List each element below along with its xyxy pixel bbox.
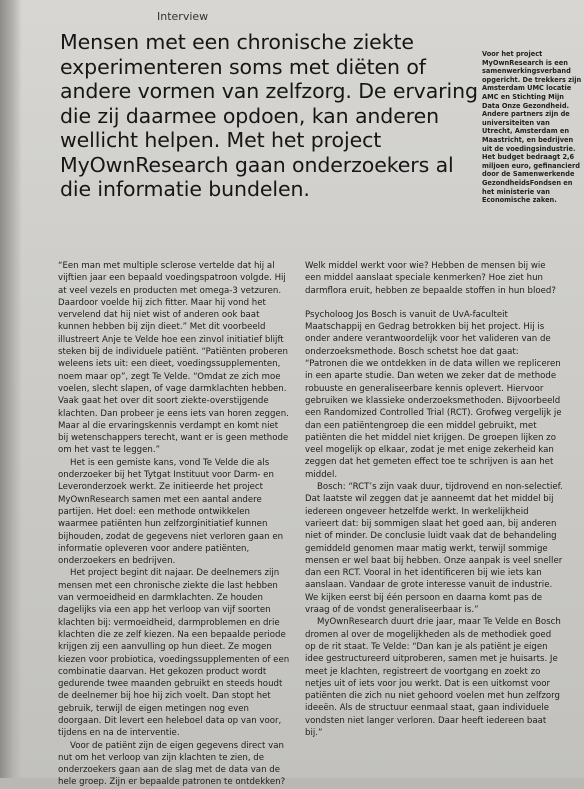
paragraph: Welk middel werkt voor wie? Hebben de mensen bij wie een middel aanslaat speciale kenmerken? Hoe ziet hun darmflora eruit, hebben ze bepaalde stoffen in hun bloed? [305, 261, 556, 296]
paragraph: Het project begint dit najaar. De deelnemers zijn mensen met een chronische ziekte die last hebben van vermoeidheid en darmklachten. Ze houden dagelijks via een app het verloop van vijf soorten klachten bij: vermoeidheid, darmproblemen en drie klachten die ze zelf kiezen. Na een bepaalde periode krijgen zij een aanvulling op hun dieet. Ze mogen kiezen voor probiotica, voedingssupplementen of een combinatie daarvan. Het gekozen product wordt gedurende twee maanden gebruikt en steeds houdt de deelnemer bij hoe hij zich voelt. Dan stopt het gebruik, terwijl de eigen metingen nog even doorgaan. Dit levert een heleboel data op van voor, tijdens en na de interventie. [58, 568, 290, 739]
paragraph: MyOwnResearch duurt drie jaar, maar Te Velde en Bosch dromen al over de mogelijkheden als de methodiek goed op de rit staat. Te Velde: “Dan kan je als patiënt je eigen idee gestructureerd uitproberen, samen met je huisarts. Je meet je klachten, registreert de voortgang en zoekt zo netjes uit of iets voor jou werkt. Dat is een uitkomst voor patiënten die zich nu niet gehoord voelen met hun zelfzorg ideeën. Als de structuur eenmaal staat, gaan individuele vondsten niet langer verloren. Daar heeft iedereen baat bij.” [305, 617, 561, 738]
paragraph: Bosch: “RCT’s zijn vaak duur, tijdrovend en non-selectief. Dat laatste wil zeggen dat je aanneemt dat het middel bij iedereen ongeveer hetzelfde werkt. In werkelijkheid varieert dat: bij sommigen slaat het goed aan, bij anderen niet of minder. De conclusie luidt vaak dat de behandeling gemiddeld genomen maar matig werkt, terwijl sommige mensen er wel baat bij hebben. Onze aanpak is veel sneller dan een RCT. Vooral in het identificeren bij wie iets kan aanslaan. Vandaar de grote interesse vanuit de industrie. We kijken eerst bij één persoon en daarna komt pas de vraag of de vondst generaliseerbaar is.” [305, 482, 563, 616]
section-label: Interview [157, 10, 209, 23]
article-column-left [58, 260, 290, 789]
paragraph: Psycholoog Jos Bosch is vanuit de UvA-faculteit Maatschappij en Gedrag betrokken bij het project. Hij is onder andere verantwoordelijk voor het valideren van de onderzoeksmethode. Bosch schetst hoe dat gaat: “Patronen die we ontdekken in de data willen we repliceren in een aparte studie. Dan weten we zeker dat de methode robuuste en generaliseerbare kennis oplevert. Hiervoor gebruiken we klassieke onderzoeksmethoden. Bijvoorbeeld een Randomized Controlled Trial (RCT). Grofweg vergelijk je dan een patiëntengroep die een middel gebruikt, met patiënten die het middel niet krijgen. De groepen lijken zo veel mogelijk op elkaar, zodat je met enige zekerheid kan zeggen dat het gemeten effect toe te schrijven is aan het middel. [305, 309, 562, 480]
page-fold-shadow [0, 0, 22, 778]
paragraph: Voor de patiënt zijn de eigen gegevens direct van nut om het verloop van zijn klachten te zien, de onderzoekers gaan aan de slag met de data van de hele groep. Zijn er bepaalde patronen te ontdekken? [58, 740, 286, 788]
headline: Mensen met een chronische ziekte experimenteren soms met diëten of andere vormen van zelfzorg. De ervaring die zij daarmee opdoen, kan anderen wellicht helpen. Met het project MyOwnResearch gaan onderzoekers al die informatie bundelen. [60, 30, 478, 201]
project-info-sidebar: Voor het project MyOwnResearch is een samenwerkingsverband opgericht. De trekkers zijn Amsterdam UMC locatie AMC en Stichting Mijn Data Onze Gezondheid. Andere partners zijn de universiteiten van Utrecht, Amsterdam en Maastricht, en bedrijven uit de voedingsindustrie. Het budget bedraagt 2,6 miljoen euro, gefinancierd door de Samenwerkende GezondheidsFondsen en het ministerie van Economische zaken. [482, 50, 582, 205]
paragraph: Het is een gemiste kans, vond Te Velde die als onderzoeker bij het Tytgat Instituut voor Darm- en Leveronderzoek werkt. Ze initieerde het project MyOwnResearch samen met een aantal andere partijen. Het doel: een methode ontwikkelen waarmee patiënten hun zelfzorginitiatief kunnen bijhouden, zodat de gegevens niet verloren gaan en informatie opleveren voor andere patiënten, onderzoekers en bedrijven. [58, 457, 284, 567]
article-column-right [305, 260, 563, 739]
paragraph: “Een man met multiple sclerose vertelde dat hij al vijftien jaar een bepaald voedingspatroon volgde. Hij at veel vezels en producten met omega-3 vetzuren. Daardoor voelde hij zich fitter. Maar hij vond het vervelend dat hij niet wist of anderen ook baat kunnen hebben bij zijn dieet.” Met dit voorbeeld illustreert Anje te Velde hoe een zinvol initiatief blijft steken bij de individuele patiënt. “Patiënten proberen weleens iets uit: een dieet, voedingssupplementen, noem maar op”, zegt Te Velde. “Omdat ze zich moe voelen, slecht slapen, of vage darmklachten hebben. Vaak gaat het over dit soort ziekte-overstijgende klachten. Dan probeer je eens iets van horen zeggen. Maar al die ervaringskennis verdampt en komt niet bij wetenschappers terecht, want er is geen methode om het vast te leggen.” [58, 261, 289, 456]
